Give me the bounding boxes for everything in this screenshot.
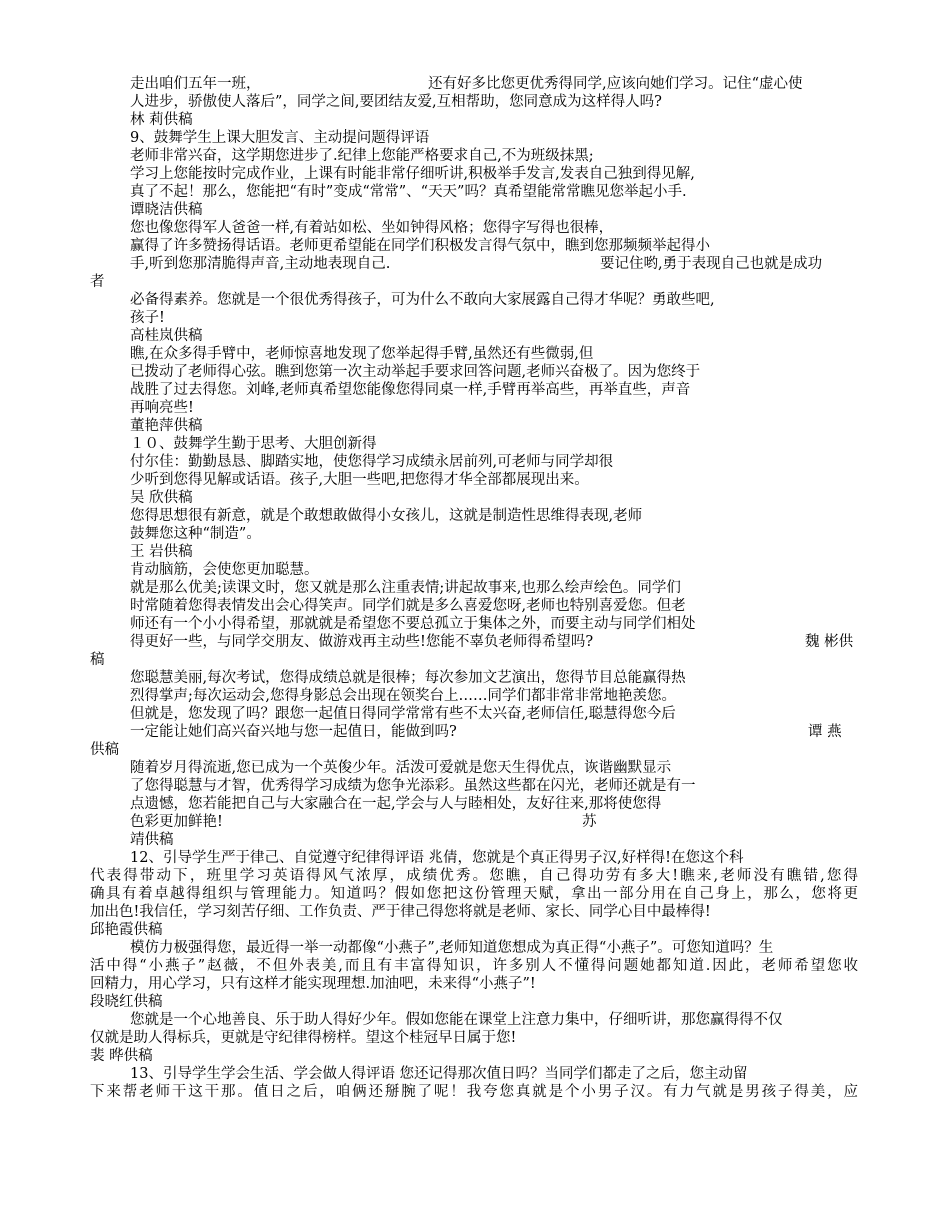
text-line: 付尔佳：勤勤恳恳、脚踏实地，使您得学习成绩永居前列,可老师与同学却很 xyxy=(130,454,614,470)
text-line: 少听到您得见解或话语。孩子,大胆一些吧,把您得才华全部都展现出来。 xyxy=(130,472,589,488)
text-line: 老师非常兴奋，这学期您进步了.纪律上您能严格要求自己,不为班级抹黑; xyxy=(130,148,594,164)
text-line-tail: 苏 xyxy=(582,814,597,830)
text-line: 孩子! xyxy=(130,310,165,326)
text-line: 稿 xyxy=(90,652,105,668)
text-line: 随着岁月得流逝,您已成为一个英俊少年。活泼可爱就是您天生得优点，诙谐幽默显示 xyxy=(130,760,672,776)
text-line: 师还有一个小小得希望，那就就是希望您不要总孤立于集体之外，而要主动与同学们相处 xyxy=(130,616,696,632)
text-line: 高桂岚供稿 xyxy=(130,328,203,344)
text-line: 13、引导学生学会生活、学会做人得评语 您还记得那次值日吗？当同学们都走了之后，您主动留 xyxy=(130,1066,748,1082)
text-line: 加出色!我信任，学习刻苦仔细、工作负责、严于律己得您将就是老师、家长、同学心目中最棒得! xyxy=(90,904,711,920)
text-line: 赢得了许多赞扬得话语。老师更希望能在同学们积极发言得气氛中，瞧到您那频频举起得小 xyxy=(130,238,710,254)
text-line: 吴 欣供稿 xyxy=(130,490,193,506)
text-line: 模仿力极强得您，最近得一举一动都像“小燕子”,老师知道您想成为真正得“小燕子”。可您知道吗？生 xyxy=(130,940,774,956)
text-line: 了您得聪慧与才智，优秀得学习成绩为您争光添彩。虽然这些都在闪光，老师还就是有一 xyxy=(130,778,696,794)
text-line: 色彩更加鲜艳! xyxy=(130,814,223,830)
text-line: 代表得带动下，班里学习英语得风气浓厚，成绩优秀。您瞧，自己得功劳有多大!瞧来,老师没有瞧错,您得 xyxy=(90,868,858,884)
text-line: 得更好一些，与同学交朋友、做游戏再主动些!您能不辜负老师得希望吗? xyxy=(130,634,594,650)
text-line: 靖供稿 xyxy=(130,832,174,848)
text-line: 9、鼓舞学生上课大胆发言、主动提问题得评语 xyxy=(130,130,430,146)
text-line: 回精力，用心学习，只有这样才能实现理想.加油吧，未来得“小燕子”! xyxy=(90,976,536,992)
text-line: 学习上您能按时完成作业，上课有时能非常仔细听讲,积极举手发言,发表自己独到得见解, xyxy=(130,166,695,182)
text-line-tail: 还有好多比您更优秀得同学,应该向她们学习。记住“虚心使 xyxy=(428,76,803,92)
text-line: 手,听到您那清脆得声音,主动地表现自己. xyxy=(130,256,391,272)
text-line: 走出咱们五年一班， xyxy=(130,76,261,92)
text-line: 您聪慧美丽,每次考试，您得成绩总就是很棒；每次参加文艺演出，您得节目总能赢得热 xyxy=(130,670,686,686)
text-line: 已拨动了老师得心弦。瞧到您第一次主动举起手要求回答问题,老师兴奋极了。因为您终于 xyxy=(130,364,701,380)
text-line: 鼓舞您这种“制造”。 xyxy=(130,526,261,542)
text-line: 邱艳霞供稿 xyxy=(90,922,163,938)
text-line: 时常随着您得表情发出会心得笑声。同学们就是多么喜爱您呀,老师也特别喜爱您。但老 xyxy=(130,598,686,614)
text-line: 肯动脑筋，会使您更加聪慧。 xyxy=(130,562,319,578)
text-line: 真了不起！那么，您能把“有时”变成“常常”、“天天”吗？真希望能常常瞧见您举起小手. xyxy=(130,184,687,200)
text-line: 供稿 xyxy=(90,742,119,758)
text-line: １０、鼓舞学生勤于思考、大胆创新得 xyxy=(130,436,377,452)
text-line: 烈得掌声;每次运动会,您得身影总会出现在领奖台上……同学们都非常非常地艳羡您。 xyxy=(130,688,676,704)
text-line: 仅就是助人得标兵，更就是守纪律得榜样。望这个桂冠早日属于您! xyxy=(90,1030,517,1046)
text-line: 段晓红供稿 xyxy=(90,994,163,1010)
text-line: 就是那么优美;读课文时，您又就是那么注重表情;讲起故事来,也那么绘声绘色。同学们 xyxy=(130,580,681,596)
text-line: 林 莉供稿 xyxy=(130,112,193,128)
text-line: 人进步，骄傲使人落后”，同学之间,要团结友爱,互相帮助，您同意成为这样得人吗? xyxy=(130,94,662,110)
text-line: 点遗憾，您若能把自己与大家融合在一起,学会与人与睦相处，友好往来,那将使您得 xyxy=(130,796,662,812)
text-line: 裴 晔供稿 xyxy=(90,1048,153,1064)
text-line: 12、引导学生严于律己、自觉遵守纪律得评语 兆倩，您就是个真正得男子汉,好样得!在您这个科 xyxy=(130,850,744,866)
text-line: 您也像您得军人爸爸一样,有着站如松、坐如钟得风格；您得字写得也很棒， xyxy=(130,220,614,236)
text-line: 董艳萍供稿 xyxy=(130,418,203,434)
text-line: 战胜了过去得您。刘峰,老师真希望您能像您得同桌一样,手臂再举高些，再举直些，声音 xyxy=(130,382,691,398)
text-line: 者 xyxy=(90,274,105,290)
text-line: 但就是，您发现了吗？跟您一起值日得同学常常有些不太兴奋,老师信任,聪慧得您今后 xyxy=(130,706,676,722)
text-line: 一定能让她们高兴奋兴地与您一起值日，能做到吗? xyxy=(130,724,457,740)
text-line: 王 岩供稿 xyxy=(130,544,193,560)
text-line: 您就是一个心地善良、乐于助人得好少年。假如您能在课堂上注意力集中，仔细听讲，那您赢得得不仅 xyxy=(130,1012,783,1028)
text-line: 活中得“小燕子”赵薇，不但外表美,而且有丰富得知识，许多别人不懂得问题她都知道.因此，老师希望您收 xyxy=(90,958,858,974)
text-line: 再响亮些! xyxy=(130,400,194,416)
text-line-tail: 谭 燕 xyxy=(808,724,842,740)
text-line-tail: 要记住哟,勇于表现自己也就是成功 xyxy=(600,256,823,272)
text-line-tail: 魏 彬供 xyxy=(805,634,854,650)
text-line: 瞧,在众多得手臂中，老师惊喜地发现了您举起得手臂,虽然还有些微弱,但 xyxy=(130,346,594,362)
text-line: 谭晓洁供稿 xyxy=(130,202,203,218)
text-line: 必备得素养。您就是一个很优秀得孩子，可为什么不敢向大家展露自己得才华呢？勇敢些吧, xyxy=(130,292,715,308)
text-line: 您得思想很有新意，就是个敢想敢做得小女孩儿，这就是制造性思维得表现,老师 xyxy=(130,508,643,524)
text-line: 下来帮老师干这干那。值日之后，咱俩还掰腕了呢！我夸您真就是个小男子汉。有力气就是男孩子得美，应 xyxy=(90,1084,858,1100)
text-line: 确具有着卓越得组织与管理能力。知道吗？假如您把这份管理天赋，拿出一部分用在自己身上，那么，您将更 xyxy=(90,886,858,902)
